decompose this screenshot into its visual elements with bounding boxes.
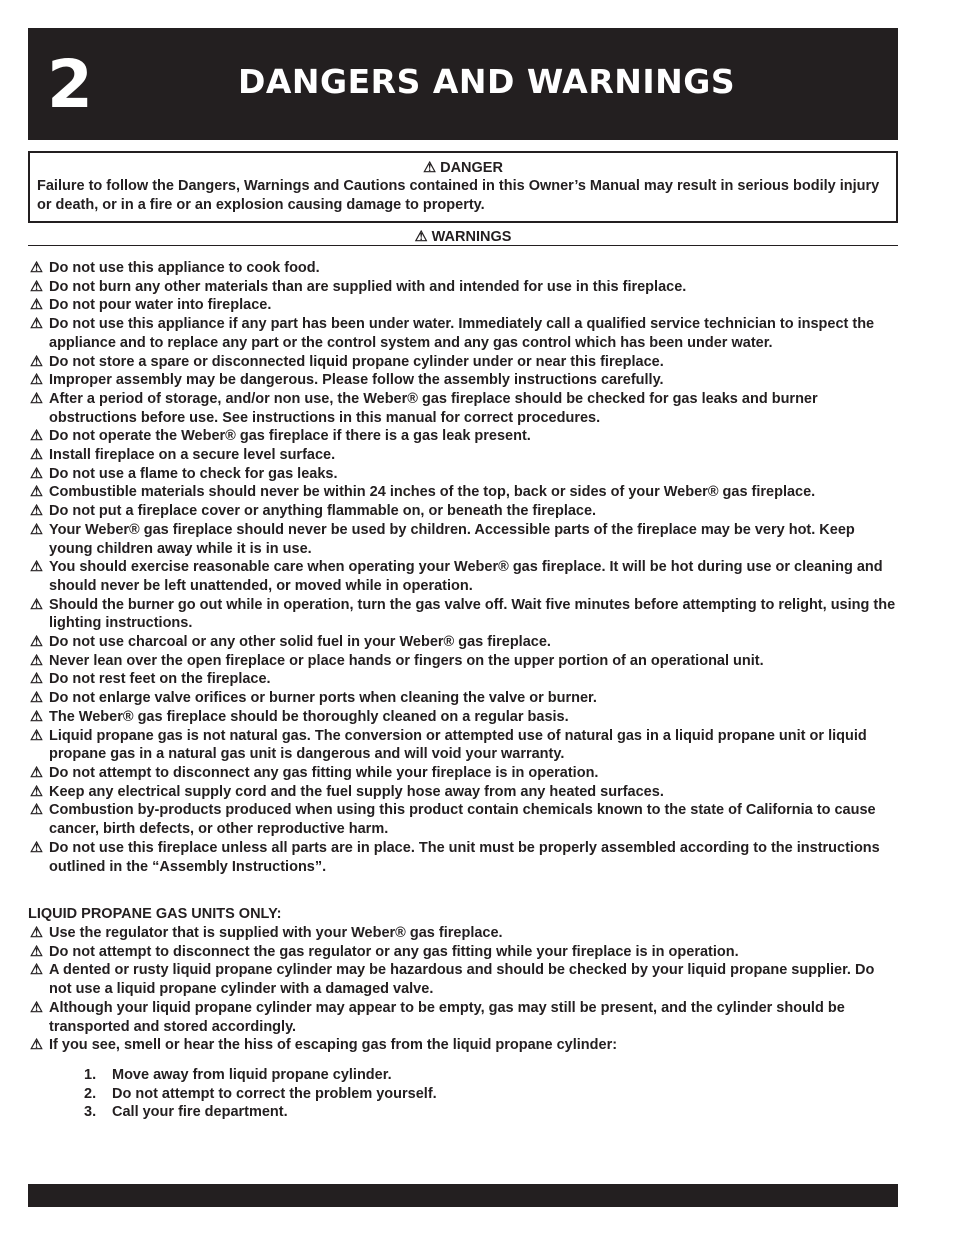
list-item [30, 943, 900, 962]
warning-triangle-icon: ⚠ [30, 559, 43, 576]
list-item [30, 596, 900, 633]
danger-text: Failure to follow the Dangers, Warnings and Cautions contained in this Owner’s Manual may result in serious bodily injury or death, or in a fire or an explosion causing damage to property. [37, 178, 880, 213]
warning-triangle-icon: ⚠ [30, 652, 43, 669]
warning-triangle-icon: ⚠ [414, 229, 428, 245]
warning-triangle-icon: ⚠ [30, 962, 43, 979]
list-item-text: Do not pour water into fireplace. [49, 297, 272, 314]
warning-triangle-icon: ⚠ [30, 297, 43, 314]
list-item [30, 558, 900, 595]
list-item-text: Do not store a spare or disconnected liquid propane cylinder under or near this fireplace. [49, 353, 664, 370]
warning-triangle-icon: ⚠ [30, 447, 43, 464]
lp-units-list [30, 924, 900, 1055]
list-item [30, 801, 900, 838]
warning-triangle-icon: ⚠ [30, 372, 43, 389]
warning-triangle-icon: ⚠ [30, 925, 43, 941]
warning-triangle-icon: ⚠ [30, 690, 43, 707]
warning-triangle-icon: ⚠ [30, 708, 43, 725]
list-item-text: Improper assembly may be dangerous. Please follow the assembly instructions carefully. [49, 372, 664, 389]
list-item-text: Do not attempt to disconnect the gas regulator or any gas fitting while your fireplace is in operation. [49, 943, 739, 960]
warning-triangle-icon: ⚠ [30, 839, 43, 856]
warning-triangle-icon: ⚠ [30, 727, 43, 744]
list-item [30, 764, 900, 783]
list-item [30, 727, 900, 764]
step-text: Call your fire department. [112, 1104, 288, 1121]
warnings-list [30, 259, 900, 876]
list-item [30, 390, 900, 427]
warning-triangle-icon: ⚠ [30, 484, 43, 501]
warnings-title: WARNINGS [431, 229, 512, 245]
warning-triangle-icon: ⚠ [30, 764, 43, 781]
warning-triangle-icon: ⚠ [30, 1037, 43, 1054]
list-item [30, 689, 900, 708]
divider [28, 245, 898, 246]
list-item [30, 371, 900, 390]
list-item [30, 924, 900, 943]
list-item [30, 315, 900, 352]
list-item-text: Do not use a flame to check for gas leaks. [49, 465, 338, 482]
step-number: 2. [84, 1085, 97, 1102]
list-item [30, 633, 900, 652]
list-item [30, 961, 900, 998]
list-item-text: Never lean over the open fireplace or place hands or fingers on the upper portion of an operational unit. [49, 652, 764, 669]
list-item [30, 708, 900, 727]
list-item [30, 839, 900, 876]
list-item [30, 502, 900, 521]
list-item-text: Combustible materials should never be within 24 inches of the top, back or sides of your Weber® gas fireplace. [49, 484, 816, 501]
list-item-text: If you see, smell or hear the hiss of escaping gas from the liquid propane cylinder: [49, 1037, 618, 1054]
list-item-text: Do not attempt to disconnect any gas fitting while your fireplace is in operation. [49, 764, 599, 781]
list-item-text: Do not put a fireplace cover or anything flammable on, or beneath the fireplace. [49, 503, 597, 520]
list-item [30, 278, 900, 297]
list-item-text: You should exercise reasonable care when operating your Weber® gas fireplace. It will be hot during use or cleaning and should never be left unattended, or moved while in operation. [49, 559, 883, 594]
footer-bar [28, 1184, 898, 1207]
step-item [84, 1103, 437, 1122]
chapter-number: 2 [47, 46, 93, 123]
list-item-text: After a period of storage, and/or non use, the Weber® gas fireplace should be checked for gas leaks and burner obstructions before use. See instructions in this manual for correct procedures. [49, 390, 818, 426]
list-item [30, 670, 900, 689]
list-item-text: Do not enlarge valve orifices or burner ports when cleaning the valve or burner. [49, 690, 597, 707]
emergency-steps [84, 1066, 437, 1122]
list-item-text: Do not use this appliance if any part has been under water. Immediately call a qualified service technician to inspect the appliance and to replace any part or the control system and any gas control which has been under water. [49, 316, 875, 351]
list-item-text: The Weber® gas fireplace should be thoroughly cleaned on a regular basis. [49, 708, 569, 725]
step-item [84, 1085, 437, 1104]
list-item-text: Should the burner go out while in operation, turn the gas valve off. Wait five minutes before attempting to relight, using the lighting instructions. [49, 596, 896, 632]
list-item [30, 446, 900, 465]
list-item-text: A dented or rusty liquid propane cylinder may be hazardous and should be checked by your liquid propane supplier. Do not use a liquid propane cylinder with a damaged valve. [49, 962, 875, 998]
warning-triangle-icon: ⚠ [30, 596, 43, 613]
step-number: 1. [84, 1067, 97, 1083]
list-item-text: Liquid propane gas is not natural gas. The conversion or attempted use of natural gas in a liquid propane unit or liquid propane gas in a natural gas unit is dangerous and will void your warranty. [49, 727, 867, 763]
step-item [84, 1066, 437, 1085]
page-title: DANGERS AND WARNINGS [238, 62, 736, 101]
warning-triangle-icon: ⚠ [30, 260, 43, 276]
list-item [30, 465, 900, 484]
list-item [30, 296, 900, 315]
list-item-text: Do not rest feet on the fireplace. [49, 671, 271, 688]
warning-triangle-icon: ⚠ [30, 783, 43, 800]
list-item [30, 259, 900, 278]
warning-triangle-icon: ⚠ [30, 390, 43, 407]
list-item-text: Although your liquid propane cylinder may appear to be empty, gas may still be present, and the cylinder should be transported and stored accordingly. [49, 999, 845, 1035]
list-item [30, 783, 900, 802]
step-text: Move away from liquid propane cylinder. [112, 1067, 392, 1083]
list-item [30, 999, 900, 1036]
warning-triangle-icon: ⚠ [30, 999, 43, 1016]
warning-triangle-icon: ⚠ [30, 521, 43, 538]
list-item-text: Do not burn any other materials than are supplied with and intended for use in this fireplace. [49, 278, 687, 295]
list-item-text: Do not use this appliance to cook food. [49, 260, 320, 276]
list-item-text: Install fireplace on a secure level surface. [49, 447, 336, 464]
list-item [30, 652, 900, 671]
warning-triangle-icon: ⚠ [30, 802, 43, 819]
list-item-text: Keep any electrical supply cord and the fuel supply hose away from any heated surfaces. [49, 783, 664, 800]
warning-triangle-icon: ⚠ [30, 634, 43, 651]
warning-triangle-icon: ⚠ [30, 465, 43, 482]
list-item-text: Do not use charcoal or any other solid fuel in your Weber® gas fireplace. [49, 634, 551, 651]
warning-triangle-icon: ⚠ [30, 671, 43, 688]
warning-triangle-icon: ⚠ [30, 943, 43, 960]
warning-triangle-icon: ⚠ [30, 278, 43, 295]
warning-triangle-icon: ⚠ [30, 353, 43, 370]
warning-triangle-icon: ⚠ [30, 428, 43, 445]
warning-triangle-icon: ⚠ [423, 160, 437, 176]
lp-units-heading: LIQUID PROPANE GAS UNITS ONLY: [28, 906, 282, 922]
warnings-heading [28, 228, 898, 246]
warning-triangle-icon: ⚠ [30, 503, 43, 520]
list-item [30, 483, 900, 502]
danger-title: DANGER [440, 160, 503, 176]
list-item-text: Combustion by-products produced when using this product contain chemicals known to the state of California to cause cancer, birth defects, or other reproductive harm. [49, 802, 876, 838]
step-text: Do not attempt to correct the problem yourself. [112, 1085, 437, 1102]
list-item-text: Your Weber® gas fireplace should never be used by children. Accessible parts of the fireplace may be very hot. Keep young children away while it is in use. [49, 521, 855, 557]
danger-box [28, 151, 898, 223]
list-item [30, 521, 900, 558]
list-item [30, 427, 900, 446]
list-item [30, 1036, 900, 1055]
list-item-text: Do not operate the Weber® gas fireplace if there is a gas leak present. [49, 428, 531, 445]
warning-triangle-icon: ⚠ [30, 316, 43, 333]
danger-heading [30, 159, 896, 177]
list-item-text: Use the regulator that is supplied with your Weber® gas fireplace. [49, 925, 503, 941]
list-item-text: Do not use this fireplace unless all parts are in place. The unit must be properly assembled according to the instructions outlined in the “Assembly Instructions”. [49, 839, 880, 875]
step-number: 3. [84, 1104, 97, 1121]
list-item [30, 353, 900, 372]
